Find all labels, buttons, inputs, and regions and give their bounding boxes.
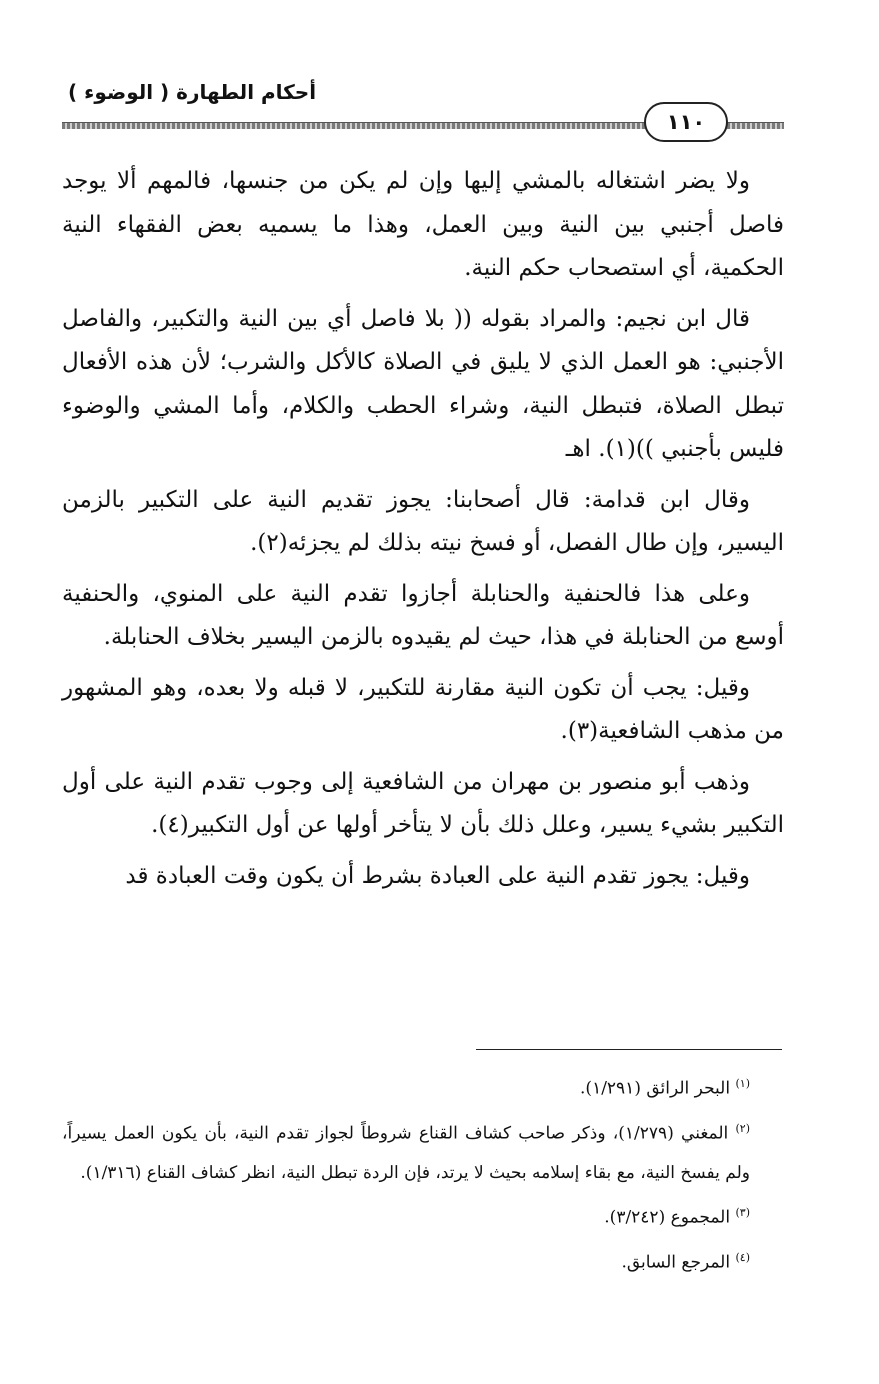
footnote-mark: (٢) (735, 1121, 750, 1135)
footnote-text: المجموع (٣/٢٤٢). (604, 1207, 731, 1228)
footnote (62, 1193, 784, 1238)
footnote (62, 1238, 784, 1283)
main-text (62, 160, 784, 905)
paragraph: ولا يضر اشتغاله بالمشي إليها وإن لم يكن من جنسها، فالمهم ألا يوجد فاصل أجنبي بين النية وبين العمل، وهذا ما يسميه بعض الفقهاء النية الحكمية، أي استصحاب حكم النية. (62, 168, 784, 281)
page-header (62, 78, 784, 138)
footnote (62, 1109, 784, 1194)
page-number: ١١٠ (644, 102, 728, 142)
paragraph: وقيل: يجوز تقدم النية على العبادة بشرط أن يكون وقت العبادة قد (125, 862, 750, 889)
footnote (62, 1064, 784, 1109)
footnote-text: البحر الرائق (١/٢٩١). (580, 1078, 731, 1099)
footnote-text: المغني (١/٢٧٩)، وذكر صاحب كشاف القناع شروطاً لجواز تقدم النية، بأن يكون العمل يسيراً، ولم يفسخ النية، مع بقاء إسلامه بحيث لا يرتد، فإن الردة تبطل النية، انظر كشاف القناع (١/٣١٦). (62, 1123, 750, 1184)
paragraph: وعلى هذا فالحنفية والحنابلة أجازوا تقدم النية على المنوي، والحنفية أوسع من الحنابلة في هذا، حيث لم يقيدوه بالزمن اليسير بخلاف الحنابلة. (62, 580, 784, 650)
footnote-mark: (٣) (735, 1206, 750, 1220)
footnote-mark: (٤) (735, 1250, 750, 1264)
paragraph: وقال ابن قدامة: قال أصحابنا: يجوز تقديم النية على التكبير بالزمن اليسير، وإن طال الفصل، أو فسخ نيته بذلك لم يجزئه(٢). (62, 486, 784, 556)
footnotes (62, 1064, 784, 1283)
paragraph: وقيل: يجب أن تكون النية مقارنة للتكبير، لا قبله ولا بعده، وهو المشهور من مذهب الشافعية(٣). (62, 674, 784, 744)
footnote-text: المرجع السابق. (621, 1252, 731, 1273)
running-title: أحكام الطهارة ( الوضوء ) (68, 80, 317, 104)
paragraph: وذهب أبو منصور بن مهران من الشافعية إلى وجوب تقدم النية على أول التكبير بشيء يسير، وعلل ذلك بأن لا يتأخر أولها عن أول التكبير(٤). (62, 768, 784, 838)
paragraph: قال ابن نجيم: والمراد بقوله (( بلا فاصل أي بين النية والتكبير، والفاصل الأجنبي: هو العمل الذي لا يليق في الصلاة كالأكل والشرب؛ لأن هذه الأفعال تبطل الصلاة، فتبطل النية، وشراء الحطب والكلام، وأما المشي والوضوء فليس بأجنبي ))(١). اهـ (62, 305, 785, 462)
footnote-separator (476, 1049, 782, 1050)
footnote-mark: (١) (735, 1077, 750, 1090)
